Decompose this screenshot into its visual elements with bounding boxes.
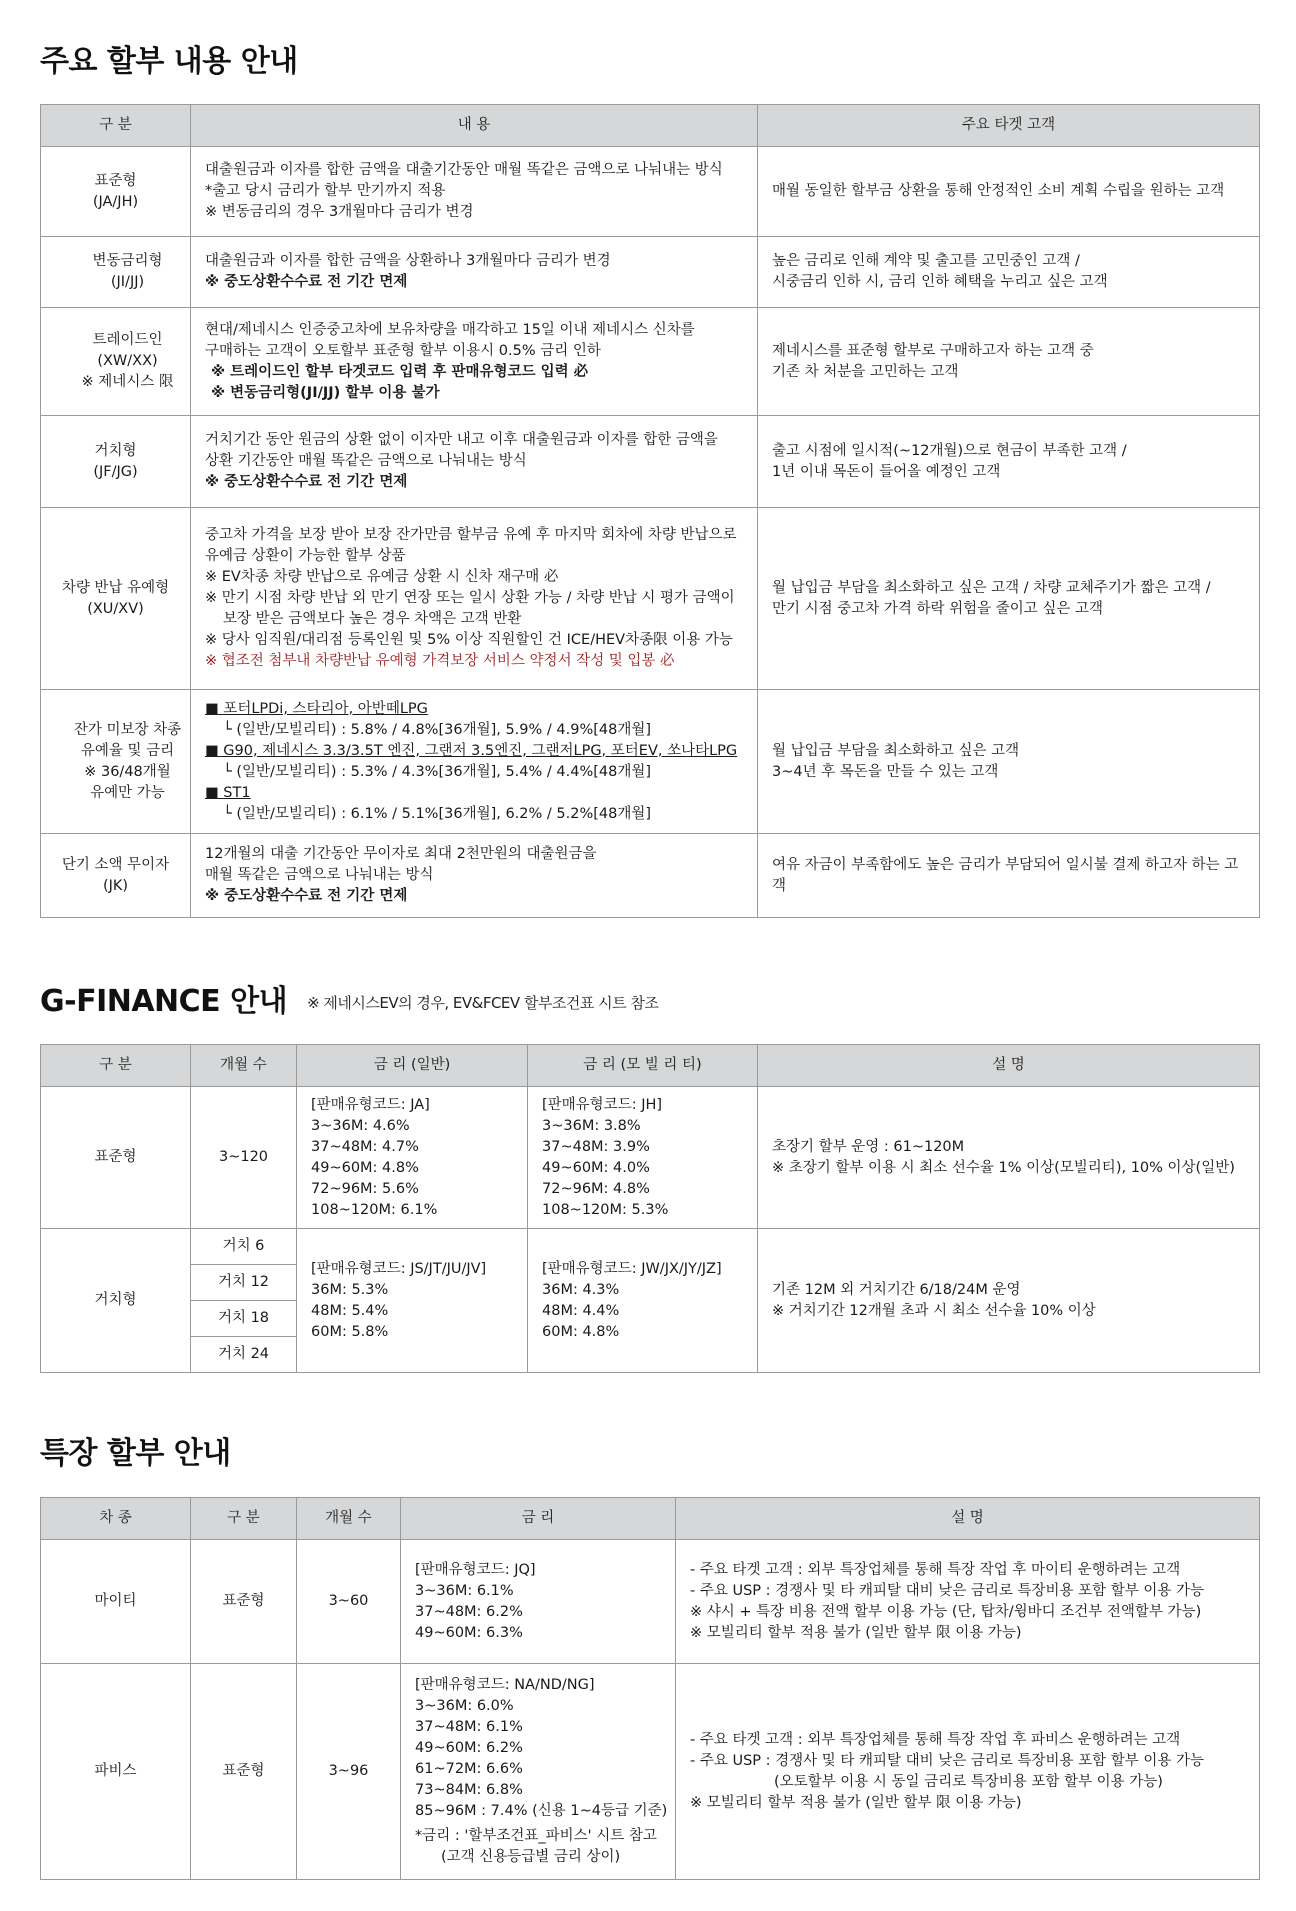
header-months: 개월 수	[297, 1498, 401, 1540]
row-target-variable: 높은 금리로 인해 계약 및 출고를 고민중인 고객 / 시중금리 인하 시, 금리 인하 혜택을 누리고 싶은 고객	[758, 237, 1260, 308]
gfinance-table	[40, 1044, 1260, 1373]
table-row	[41, 508, 1260, 690]
table-row	[41, 1664, 1260, 1880]
table-row	[41, 308, 1260, 416]
table-row	[41, 237, 1260, 308]
gf-deferred-months-24: 거치 24	[191, 1337, 297, 1373]
row-target-residual: 월 납입금 부담을 최소화하고 싶은 고객 3~4년 후 목돈을 만들 수 있는 고객	[758, 690, 1260, 834]
row-content-variable: 대출원금과 이자를 합한 금액을 상환하나 3개월마다 금리가 변경 ※ 중도상환수수료 전 기간 면제	[191, 237, 758, 308]
header-category: 구 분	[41, 105, 191, 147]
row-content-standard: 대출원금과 이자를 합한 금액을 대출기간동안 매월 똑같은 금액으로 나눠내는 방식 *출고 당시 금리가 할부 만기까지 적용 ※ 변동금리의 경우 3개월마다 금리가 변경	[191, 147, 758, 237]
gf-deferred-months-6: 거치 6	[191, 1229, 297, 1265]
row-target-deferred: 출고 시점에 일시적(~12개월)으로 현금이 부족한 고객 / 1년 이내 목돈이 들어올 예정인 고객	[758, 416, 1260, 508]
pavise-months: 3~96	[297, 1664, 401, 1880]
gf-standard-mobility: [판매유형코드: JH] 3~36M: 3.8% 37~48M: 3.9% 49~60M: 4.0% 72~96M: 4.8% 108~120M: 5.3%	[528, 1087, 758, 1229]
pavise-desc: - 주요 타겟 고객 : 외부 특장업체를 통해 특장 작업 후 파비스 운행하려는 고객 - 주요 USP : 경쟁사 및 타 캐피탈 대비 낮은 금리로 특장비용 포함 할부 이용 가능 (오토할부 이용 시 동일 금리로 특장비용 포함 할부 이용 가능) ※ 모빌리티 할부 적용 불가 (일반 할부 限 이용 가능)	[676, 1664, 1260, 1880]
table-row	[41, 147, 1260, 237]
row-label-deferred: 거치형 (JF/JG)	[41, 416, 191, 508]
gf-deferred-label: 거치형	[41, 1229, 191, 1373]
mighty-months: 3~60	[297, 1540, 401, 1664]
header-rate-mobility: 금 리 (모 빌 리 티)	[528, 1045, 758, 1087]
header-model: 차 종	[41, 1498, 191, 1540]
section-title-installment: 주요 할부 내용 안내	[40, 44, 298, 79]
table-header-row	[41, 1498, 1260, 1540]
gf-deferred-months-18: 거치 18	[191, 1301, 297, 1337]
row-target-tradein: 제네시스를 표준형 할부로 구매하고자 하는 고객 중 기존 차 처분을 고민하는 고객	[758, 308, 1260, 416]
row-label-shortterm: 단기 소액 무이자 (JK)	[41, 834, 191, 918]
table-row	[41, 834, 1260, 918]
row-label-residual: 잔가 미보장 차종 유예율 및 금리 ※ 36/48개월 유예만 가능	[41, 690, 191, 834]
row-label-standard: 표준형 (JA/JH)	[41, 147, 191, 237]
row-target-shortterm: 여유 자금이 부족함에도 높은 금리가 부담되어 일시불 결제 하고자 하는 고객	[758, 834, 1260, 918]
gfinance-note: ※ 제네시스EV의 경우, EV&FCEV 할부조건표 시트 참조	[307, 994, 659, 1012]
gf-deferred-mobility: [판매유형코드: JW/JX/JY/JZ] 36M: 4.3% 48M: 4.4% 60M: 4.8%	[528, 1229, 758, 1373]
header-rate: 금 리	[401, 1498, 676, 1540]
row-label-return: 차량 반납 유예형 (XU/XV)	[41, 508, 191, 690]
return-warning-text: ※ 협조전 첨부내 차량반납 유예형 가격보장 서비스 약정서 작성 및 입봉 必	[205, 653, 675, 669]
table-row	[41, 416, 1260, 508]
header-target: 주요 타겟 고객	[758, 105, 1260, 147]
table-row	[41, 690, 1260, 834]
mighty-desc: - 주요 타겟 고객 : 외부 특장업체를 통해 특장 작업 후 마이티 운행하려는 고객 - 주요 USP : 경쟁사 및 타 캐피탈 대비 낮은 금리로 특장비용 포함 할부 이용 가능 ※ 샤시 + 특장 비용 전액 할부 이용 가능 (단, 탑차/윙바디 조건부 전액할부 가능) ※ 모빌리티 할부 적용 불가 (일반 할부 限 이용 가능)	[676, 1540, 1260, 1664]
gf-standard-months: 3~120	[191, 1087, 297, 1229]
section-title-special: 특장 할부 안내	[40, 1436, 231, 1471]
row-content-tradein: 현대/제네시스 인증중고차에 보유차량을 매각하고 15일 이내 제네시스 신차를 구매하는 고객이 오토할부 표준형 할부 이용시 0.5% 금리 인하 ※ 트레이드인 할부 타겟코드 입력 후 판매유형코드 입력 必 ※ 변동금리형(JI/JJ) 할부 이용 불가	[191, 308, 758, 416]
gf-standard-general: [판매유형코드: JA] 3~36M: 4.6% 37~48M: 4.7% 49~60M: 4.8% 72~96M: 5.6% 108~120M: 6.1%	[297, 1087, 528, 1229]
pavise-rates: [판매유형코드: NA/ND/NG] 3~36M: 6.0% 37~48M: 6.1% 49~60M: 6.2% 61~72M: 6.6% 73~84M: 6.8% 85~96M : 7.4% (신용 1~4등급 기준) *금리 : '할부조건표_파비스' 시트 참고 (고객 신용등급별 금리 상이)	[401, 1664, 676, 1880]
table-header-row	[41, 105, 1260, 147]
row-label-tradein: 트레이드인 (XW/XX) ※ 제네시스 限	[41, 308, 191, 416]
gf-deferred-general: [판매유형코드: JS/JT/JU/JV] 36M: 5.3% 48M: 5.4% 60M: 5.8%	[297, 1229, 528, 1373]
section-title-gfinance: G-FINANCE 안내 ※ 제네시스EV의 경우, EV&FCEV 할부조건표 시트 참조	[40, 984, 659, 1019]
header-description: 설 명	[676, 1498, 1260, 1540]
gf-deferred-desc: 기존 12M 외 거치기간 6/18/24M 운영 ※ 거치기간 12개월 초과 시 최소 선수율 10% 이상	[758, 1229, 1260, 1373]
header-months: 개월 수	[191, 1045, 297, 1087]
row-target-return: 월 납입금 부담을 최소화하고 싶은 고객 / 차량 교체주기가 짧은 고객 / 만기 시점 중고차 가격 하락 위험을 줄이고 싶은 고객	[758, 508, 1260, 690]
gf-standard-label: 표준형	[41, 1087, 191, 1229]
table-row	[41, 1540, 1260, 1664]
table-row	[41, 1087, 1260, 1229]
special-table	[40, 1497, 1260, 1880]
header-type: 구 분	[191, 1498, 297, 1540]
gf-standard-desc: 초장기 할부 운영 : 61~120M ※ 초장기 할부 이용 시 최소 선수율 1% 이상(모빌리티), 10% 이상(일반)	[758, 1087, 1260, 1229]
pavise-model: 파비스	[41, 1664, 191, 1880]
row-content-residual: ■ 포터LPDi, 스타리아, 아반떼LPG └ (일반/모빌리티) : 5.8% / 4.8%[36개월], 5.9% / 4.9%[48개월] ■ G90, 제네시스 3.3/3.5T 엔진, 그랜저 3.5엔진, 그랜저LPG, 포터EV, 쏘나타LPG └ (일반/모빌리티) : 5.3% / 4.3%[36개월], 5.4% / 4.4%[48개월] ■ ST1 └ (일반/모빌리티) : 6.1% / 5.1%[36개월], 6.2% / 5.2%[48개월]	[191, 690, 758, 834]
table-row	[41, 1229, 1260, 1265]
header-content: 내 용	[191, 105, 758, 147]
gf-deferred-months-12: 거치 12	[191, 1265, 297, 1301]
row-content-return: 중고차 가격을 보장 받아 보장 잔가만큼 할부금 유예 후 마지막 회차에 차량 반납으로 유예금 상환이 가능한 할부 상품 ※ EV차종 차량 반납으로 유예금 상환 시 신차 재구매 必 ※ 만기 시점 차량 반납 외 만기 연장 또는 일시 상환 가능 / 차량 반납 시 평가 금액이 보장 받은 금액보다 높은 경우 차액은 고객 반환 ※ 당사 임직원/대리점 등록인원 및 5% 이상 직원할인 건 ICE/HEV차종限 이용 가능 ※ 협조전 첨부내 차량반납 유예형 가격보장 서비스 약정서 작성 및 입봉 必	[191, 508, 758, 690]
row-content-shortterm: 12개월의 대출 기간동안 무이자로 최대 2천만원의 대출원금을 매월 똑같은 금액으로 나눠내는 방식 ※ 중도상환수수료 전 기간 면제	[191, 834, 758, 918]
pavise-type: 표준형	[191, 1664, 297, 1880]
mighty-type: 표준형	[191, 1540, 297, 1664]
header-description: 설 명	[758, 1045, 1260, 1087]
mighty-rates: [판매유형코드: JQ] 3~36M: 6.1% 37~48M: 6.2% 49~60M: 6.3%	[401, 1540, 676, 1664]
row-content-deferred: 거치기간 동안 원금의 상환 없이 이자만 내고 이후 대출원금과 이자를 합한 금액을 상환 기간동안 매월 똑같은 금액으로 나눠내는 방식 ※ 중도상환수수료 전 기간 면제	[191, 416, 758, 508]
header-rate-general: 금 리 (일반)	[297, 1045, 528, 1087]
installment-table	[40, 104, 1260, 918]
mighty-model: 마이티	[41, 1540, 191, 1664]
row-label-variable: 변동금리형 (JI/JJ)	[41, 237, 191, 308]
header-category: 구 분	[41, 1045, 191, 1087]
row-target-standard: 매월 동일한 할부금 상환을 통해 안정적인 소비 계획 수립을 원하는 고객	[758, 147, 1260, 237]
table-header-row	[41, 1045, 1260, 1087]
